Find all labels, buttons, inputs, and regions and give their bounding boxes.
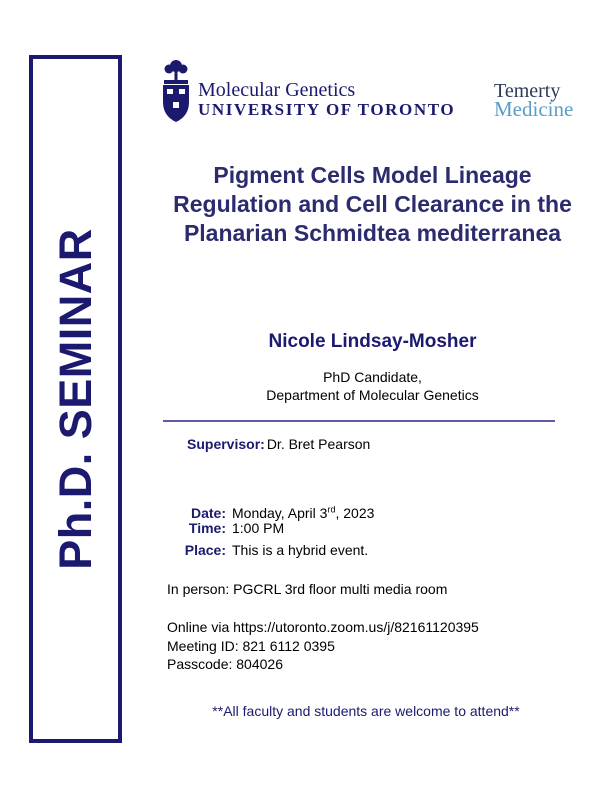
date-value-sup: rd [327,504,336,514]
supervisor-name: Dr. Bret Pearson [266,436,371,452]
in-person-location: In person: PGCRL 3rd floor multi media room [167,581,448,597]
department-name: Molecular Genetics [198,79,356,101]
seminar-title: Pigment Cells Model Lineage Regulation and Cell Clearance in the Planarian Schmidtea mediterranea [173,162,572,246]
presenter-name: Nicole Lindsay-Mosher [268,331,477,352]
supervisor-line [187,436,370,452]
place-value: This is a hybrid event. [232,542,369,558]
divider [163,420,555,422]
welcome-note: **All faculty and students are welcome to attend** [212,703,520,719]
presenter-role-line1: PhD Candidate, [323,369,422,385]
meeting-id: Meeting ID: 821 6112 0395 [167,638,335,654]
place-label: Place: [184,542,226,558]
date-value-suffix: , 2023 [335,504,375,521]
side-banner-text: Ph.D. SEMINAR [49,228,101,570]
university-name: UNIVERSITY OF TORONTO [198,100,456,119]
supervisor-label: Supervisor: [187,436,265,452]
passcode: Passcode: 804026 [167,656,283,672]
time-line [167,519,284,537]
time-label: Time: [188,520,226,536]
presenter-role [160,368,585,404]
time-value: 1:00 PM [232,520,285,536]
date-value-prefix: Monday, April 3 [232,504,328,521]
temerty-logo-line2: Medicine [494,97,574,121]
online-link[interactable]: Online via https://utoronto.zoom.us/j/82161120395 [167,619,479,635]
date-label: Date: [190,504,226,521]
university-crest-icon [160,58,192,124]
place-line [167,541,368,559]
temerty-logo-line1: Temerty [494,80,561,102]
side-banner-box [29,55,122,743]
presenter-role-line2: Department of Molecular Genetics [266,387,479,403]
